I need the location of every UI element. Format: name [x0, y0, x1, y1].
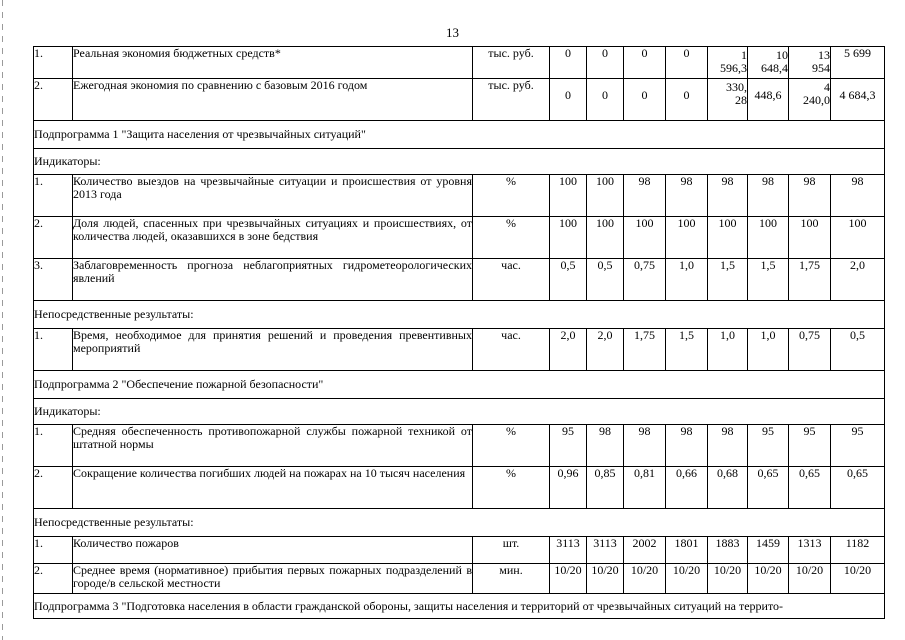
value-cell: 98	[789, 175, 831, 217]
table-row	[34, 537, 885, 564]
value-cell: 10/20	[831, 564, 885, 594]
value-cell: 0,68	[708, 467, 748, 509]
value-line: 13	[818, 48, 830, 62]
value-cell: 98	[708, 425, 748, 467]
value-cell: 0,65	[748, 467, 789, 509]
value-cell: 0	[550, 79, 587, 121]
unit-cell: шт.	[473, 537, 550, 564]
value-cell: 0	[666, 79, 708, 121]
value-line: 1	[741, 48, 747, 62]
value-cell: 1883	[708, 537, 748, 564]
table-row	[34, 329, 885, 371]
section-row	[34, 121, 885, 149]
value-cell: 100	[587, 175, 624, 217]
value-cell: 10/20	[666, 564, 708, 594]
value-line: 10	[776, 48, 788, 62]
page-edge-mark	[2, 0, 3, 640]
indicator-name: Количество выездов на чрезвычайные ситуации и происшествия от уровня 2013 года	[73, 175, 473, 217]
value-cell: 0,96	[550, 467, 587, 509]
value-line: 4	[824, 80, 830, 94]
value-cell: 1,5	[708, 259, 748, 301]
row-number: 1.	[34, 329, 73, 371]
value-cell: 98	[831, 175, 885, 217]
value-cell: 98	[708, 175, 748, 217]
section-row	[34, 301, 885, 329]
value-cell: 98	[666, 425, 708, 467]
value-cell: 0,85	[587, 467, 624, 509]
value-cell	[789, 47, 831, 79]
value-cell: 2,0	[550, 329, 587, 371]
row-number: 2.	[34, 79, 73, 121]
value-cell: 100	[789, 217, 831, 259]
value-cell: 1,0	[666, 259, 708, 301]
row-number: 1.	[34, 537, 73, 564]
section-title: Подпрограмма 3 "Подготовка населения в области гражданской обороны, защиты населения и территорий от чрезвычайных ситуаций на террито-	[34, 594, 885, 619]
value-cell	[789, 79, 831, 121]
value-cell: 10/20	[748, 564, 789, 594]
table-row	[34, 425, 885, 467]
value-cell: 2002	[624, 537, 666, 564]
table-row	[34, 259, 885, 301]
value-cell: 0,5	[550, 259, 587, 301]
table-row	[34, 564, 885, 594]
section-title: Непосредственные результаты:	[34, 509, 885, 537]
value-line: 596,3	[720, 61, 747, 75]
value-cell: 0,75	[789, 329, 831, 371]
section-title: Индикаторы:	[34, 399, 885, 425]
value-cell: 1,75	[624, 329, 666, 371]
value-cell: 0,65	[789, 467, 831, 509]
table-row	[34, 79, 885, 121]
unit-cell: тыс. руб.	[473, 79, 550, 121]
indicator-name: Время, необходимое для принятия решений и проведения превентивных мероприятий	[73, 329, 473, 371]
value-cell: 0	[624, 47, 666, 79]
value-cell: 100	[550, 217, 587, 259]
value-cell: 98	[624, 425, 666, 467]
unit-cell: %	[473, 425, 550, 467]
value-cell: 100	[550, 175, 587, 217]
table-row	[34, 217, 885, 259]
value-cell: 95	[748, 425, 789, 467]
value-cell: 10/20	[624, 564, 666, 594]
value-cell: 0,5	[831, 329, 885, 371]
unit-cell: %	[473, 175, 550, 217]
value-cell: 100	[587, 217, 624, 259]
unit-cell: час.	[473, 259, 550, 301]
unit-cell: час.	[473, 329, 550, 371]
section-row	[34, 149, 885, 175]
value-cell: 95	[550, 425, 587, 467]
value-cell: 100	[748, 217, 789, 259]
value-cell: 98	[587, 425, 624, 467]
value-cell: 448,6	[748, 79, 789, 121]
value-cell	[708, 79, 748, 121]
value-cell: 0	[587, 79, 624, 121]
value-line: 240,0	[803, 93, 830, 107]
row-number: 1.	[34, 175, 73, 217]
value-cell: 1,5	[748, 259, 789, 301]
value-cell: 4 684,3	[831, 79, 885, 121]
row-number: 2.	[34, 217, 73, 259]
table-row	[34, 47, 885, 79]
section-row	[34, 371, 885, 399]
value-cell: 100	[624, 217, 666, 259]
row-number: 3.	[34, 259, 73, 301]
value-cell: 1313	[789, 537, 831, 564]
value-cell	[708, 47, 748, 79]
section-title: Подпрограмма 2 "Обеспечение пожарной безопасности"	[34, 371, 885, 399]
value-cell: 98	[624, 175, 666, 217]
value-cell: 10/20	[789, 564, 831, 594]
indicator-name: Ежегодная экономия по сравнению с базовым 2016 годом	[73, 79, 473, 121]
value-cell: 10/20	[550, 564, 587, 594]
value-line: 954	[812, 61, 830, 75]
value-cell: 10/20	[708, 564, 748, 594]
section-title: Подпрограмма 1 "Защита населения от чрезвычайных ситуаций"	[34, 121, 885, 149]
unit-cell: мин.	[473, 564, 550, 594]
value-cell: 98	[666, 175, 708, 217]
value-line: 648,4	[761, 61, 788, 75]
value-cell	[748, 47, 789, 79]
indicator-name: Реальная экономия бюджетных средств*	[73, 47, 473, 79]
row-number: 2.	[34, 467, 73, 509]
value-cell: 100	[831, 217, 885, 259]
value-cell: 0	[550, 47, 587, 79]
indicator-name: Сокращение количества погибших людей на пожарах на 10 тысяч населения	[73, 467, 473, 509]
indicator-name: Средняя обеспеченность противопожарной службы пожарной техникой от штатной нормы	[73, 425, 473, 467]
row-number: 1.	[34, 425, 73, 467]
value-cell: 98	[748, 175, 789, 217]
section-title: Индикаторы:	[34, 149, 885, 175]
value-cell: 0	[666, 47, 708, 79]
row-number: 2.	[34, 564, 73, 594]
table-row	[34, 467, 885, 509]
indicator-name: Заблаговременность прогноза неблагоприятных гидрометеорологических явлений	[73, 259, 473, 301]
indicator-name: Среднее время (нормативное) прибытия первых пожарных подразделений в городе/в сельской местности	[73, 564, 473, 594]
value-cell: 0,75	[624, 259, 666, 301]
table-row	[34, 175, 885, 217]
value-cell: 0	[587, 47, 624, 79]
value-cell: 1801	[666, 537, 708, 564]
value-cell: 10/20	[587, 564, 624, 594]
page-number: 13	[446, 25, 459, 40]
value-cell: 3113	[587, 537, 624, 564]
value-line: 28	[735, 93, 747, 107]
value-cell: 1,75	[789, 259, 831, 301]
value-cell: 0,65	[831, 467, 885, 509]
value-cell: 1,0	[708, 329, 748, 371]
value-cell: 95	[831, 425, 885, 467]
value-cell: 0,81	[624, 467, 666, 509]
value-cell: 1182	[831, 537, 885, 564]
unit-cell: %	[473, 217, 550, 259]
indicators-table	[33, 46, 885, 619]
section-row	[34, 594, 885, 619]
indicator-name: Количество пожаров	[73, 537, 473, 564]
value-cell: 1459	[748, 537, 789, 564]
section-row	[34, 399, 885, 425]
value-cell: 3113	[550, 537, 587, 564]
value-cell: 0	[624, 79, 666, 121]
section-row	[34, 509, 885, 537]
section-title: Непосредственные результаты:	[34, 301, 885, 329]
value-cell: 5 699	[831, 47, 885, 79]
value-cell: 1,0	[748, 329, 789, 371]
value-cell: 2,0	[587, 329, 624, 371]
value-cell: 0,66	[666, 467, 708, 509]
value-cell: 2,0	[831, 259, 885, 301]
unit-cell: тыс. руб.	[473, 47, 550, 79]
value-cell: 0,5	[587, 259, 624, 301]
value-cell: 100	[708, 217, 748, 259]
value-cell: 100	[666, 217, 708, 259]
value-line: 330,	[726, 80, 747, 94]
value-cell: 1,5	[666, 329, 708, 371]
value-cell: 95	[789, 425, 831, 467]
row-number: 1.	[34, 47, 73, 79]
unit-cell: %	[473, 467, 550, 509]
table-body	[34, 47, 885, 619]
indicator-name: Доля людей, спасенных при чрезвычайных ситуациях и происшествиях, от количества людей, оказавшихся в зоне бедствия	[73, 217, 473, 259]
